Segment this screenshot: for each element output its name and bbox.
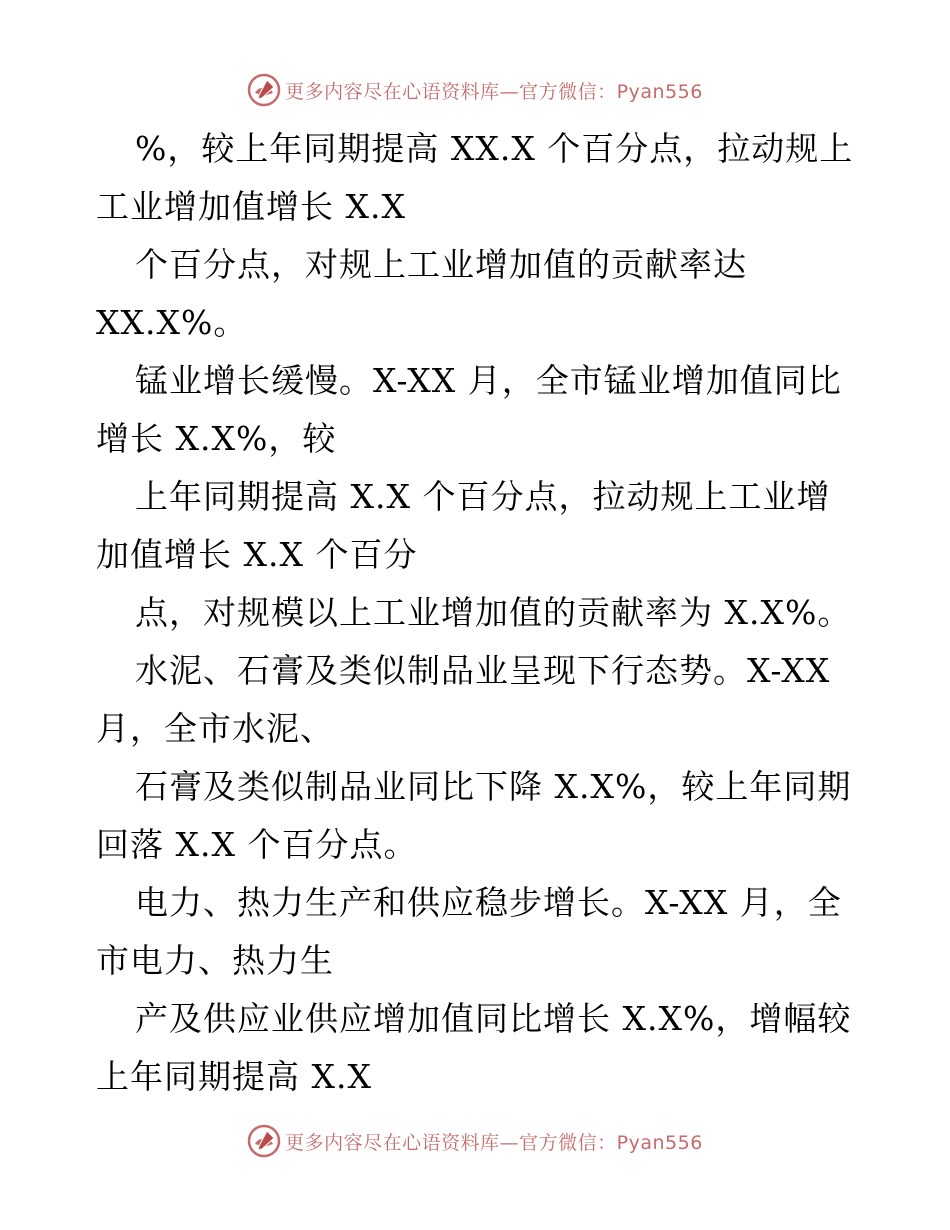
text-line: 加值增长 X.X 个百分 (96, 535, 418, 574)
text-line: 市电力、热力生 (96, 941, 334, 980)
text-line: 个百分点，对规上工业增加值的贡献率达 (135, 245, 747, 284)
header-watermark-text: 更多内容尽在心语资料库—官方微信：Pyan556 (285, 80, 703, 103)
text-line: 回落 X.X 个百分点。 (96, 825, 418, 864)
text-line: 上年同期提高 X.X 个百分点，拉动规上工业增 (135, 477, 831, 516)
text-line: 增长 X.X%，较 (96, 419, 337, 458)
footer-watermark-text: 更多内容尽在心语资料库—官方微信：Pyan556 (285, 1131, 703, 1154)
text-line: 月，全市水泥、 (96, 709, 334, 748)
text-line: 工业增加值增长 X.X (96, 187, 406, 226)
text-line: 锰业增长缓慢。X-XX 月，全市锰业增加值同比 (135, 361, 842, 400)
footer-watermark (0, 1121, 950, 1161)
text-line: 电力、热力生产和供应稳步增长。X-XX 月，全 (135, 883, 842, 922)
text-line: 上年同期提高 X.X (96, 1057, 372, 1096)
document-body (96, 120, 854, 1106)
text-line: XX.X%。 (96, 303, 248, 342)
header-watermark (0, 70, 950, 110)
text-line: 点，对规模以上工业增加值的贡献率为 X.X%。 (135, 593, 852, 632)
text-line: %，较上年同期提高 XX.X 个百分点，拉动规上 (135, 129, 854, 168)
text-line: 产及供应业供应增加值同比增长 X.X%，增幅较 (135, 999, 852, 1038)
text-line: 水泥、石膏及类似制品业呈现下行态势。X-XX (135, 651, 831, 690)
book-pen-seal-icon (247, 1124, 281, 1158)
text-line: 石膏及类似制品业同比下降 X.X%，较上年同期 (135, 767, 852, 806)
book-pen-seal-icon (247, 73, 281, 107)
